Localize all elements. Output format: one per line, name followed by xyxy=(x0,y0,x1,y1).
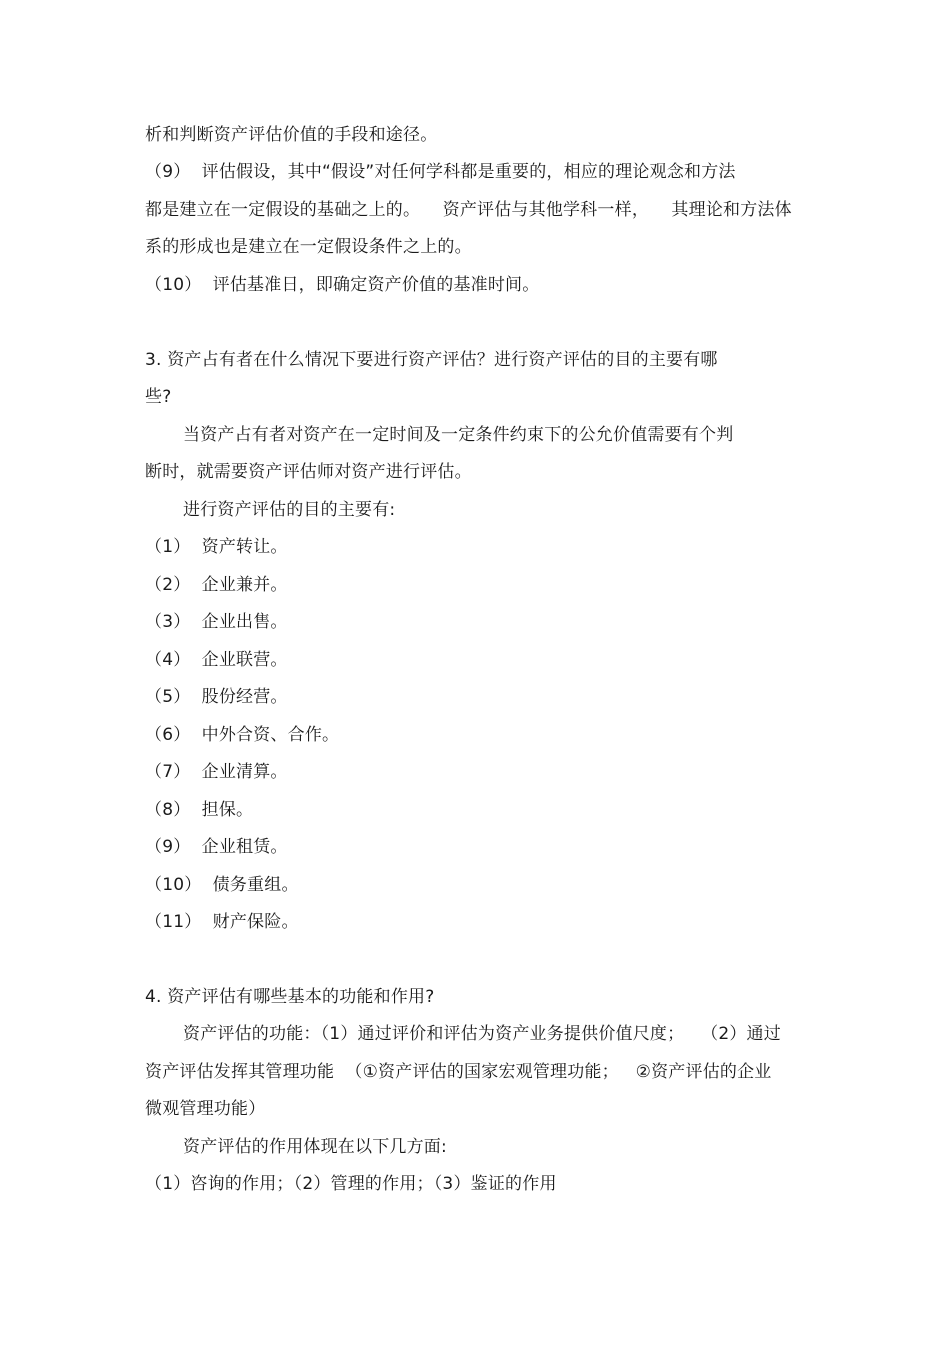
list-item: （6） 中外合资、合作。 xyxy=(145,725,340,745)
list-item: （2） 企业兼并。 xyxy=(145,575,288,595)
list-item: （4） 企业联营。 xyxy=(145,650,288,670)
paragraph-line: 进行资产评估的目的主要有: xyxy=(183,500,396,520)
list-item: （9） 评估假设，其中“假设”对任何学科都是重要的，相应的理论观念和方法 xyxy=(145,162,736,182)
list-item: （10） 债务重组。 xyxy=(145,875,299,895)
list-item: （11） 财产保险。 xyxy=(145,912,299,932)
list-item: （3） 企业出售。 xyxy=(145,612,288,632)
paragraph-line: 资产评估的功能：（1）通过评价和评估为资产业务提供价值尺度； （2）通过 xyxy=(183,1024,781,1044)
paragraph-line: 资产评估发挥其管理功能 （①资产评估的国家宏观管理功能； ②资产评估的企业 xyxy=(145,1062,772,1082)
question-heading: 3. 资产占有者在什么情况下要进行资产评估？进行资产评估的目的主要有哪 xyxy=(145,350,718,370)
paragraph-line: 微观管理功能） xyxy=(145,1099,266,1119)
paragraph-line: 析和判断资产评估价值的手段和途径。 xyxy=(145,125,438,145)
list-item: （7） 企业清算。 xyxy=(145,762,288,782)
paragraph-line: 断时，就需要资产评估师对资产进行评估。 xyxy=(145,462,472,482)
paragraph-line: 当资产占有者对资产在一定时间及一定条件约束下的公允价值需要有个判 xyxy=(183,425,734,445)
list-item: （10） 评估基准日，即确定资产价值的基准时间。 xyxy=(145,275,540,295)
paragraph-line: 资产评估的作用体现在以下几方面: xyxy=(183,1137,447,1157)
question-heading: 4. 资产评估有哪些基本的功能和作用? xyxy=(145,987,435,1007)
list-item: （9） 企业租赁。 xyxy=(145,837,288,857)
question-heading: 些? xyxy=(145,387,172,407)
list-item: （5） 股份经营。 xyxy=(145,687,288,707)
list-item: （8） 担保。 xyxy=(145,800,254,820)
list-item: （1） 资产转让。 xyxy=(145,537,288,557)
paragraph-line: 系的形成也是建立在一定假设条件之上的。 xyxy=(145,237,472,257)
list-item: （1）咨询的作用；（2）管理的作用；（3）鉴证的作用 xyxy=(145,1174,557,1194)
paragraph-line: 都是建立在一定假设的基础之上的。 资产评估与其他学科一样， 其理论和方法体 xyxy=(145,200,792,220)
